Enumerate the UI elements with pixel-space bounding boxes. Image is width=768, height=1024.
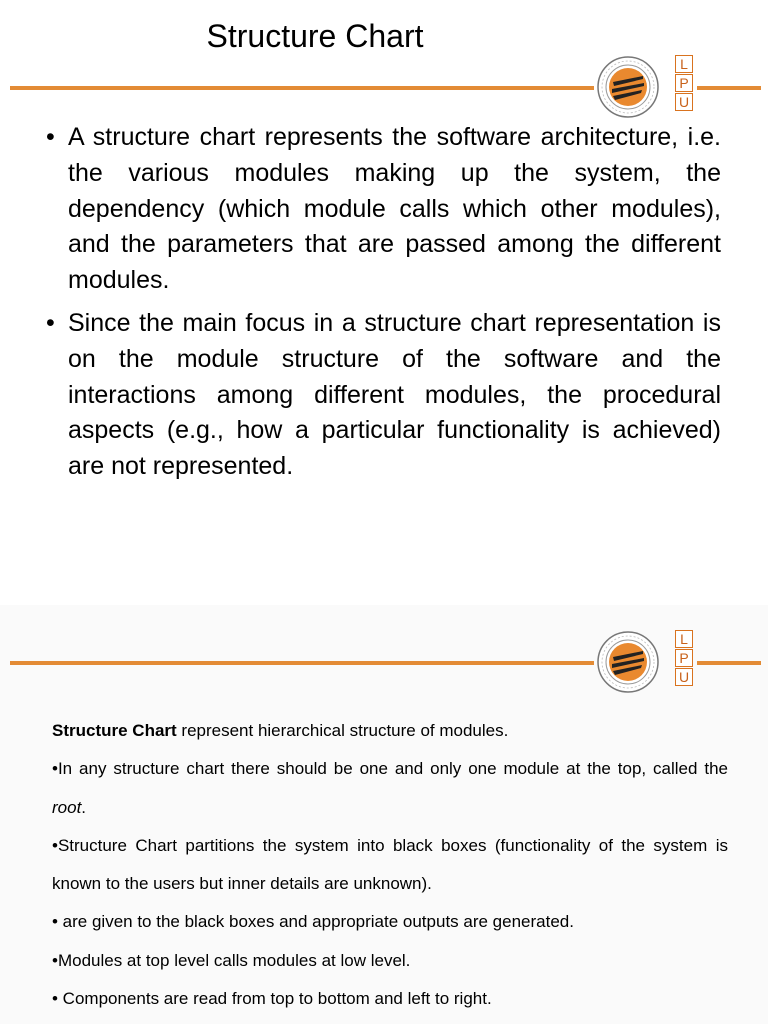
notes-line-1: Structure Chart represent hierarchical structure of modules. xyxy=(52,721,509,740)
lpu-letter-l: L xyxy=(675,55,693,73)
lpu-letter-p: P xyxy=(675,649,693,667)
notes-line-2: •In any structure chart there should be one and only one module at the top, called the root. xyxy=(52,759,728,817)
notes-line-5: •Modules at top level calls modules at low level. xyxy=(52,950,411,970)
header-rule-left xyxy=(10,661,594,665)
bullet-item: • Since the main focus in a structure chart representation is on the module structure of the software and the interactions among different modules, the procedural aspects (e.g., how a particular functionality is achieved) are not represented. xyxy=(46,306,721,485)
header-rule-right xyxy=(697,661,761,665)
header-rule-right xyxy=(697,86,761,90)
notes-root-term: root xyxy=(52,797,82,817)
notes-term: Structure Chart xyxy=(52,721,177,740)
notes-line-3: •Structure Chart partitions the system into black boxes (functionality of the system is known to the users but inner details are unknown). xyxy=(52,835,728,894)
bullet-item: • A structure chart represents the software architecture, i.e. the various modules making up the system, the dependency (which module calls which other modules), and the parameters that are passed among the different modules. xyxy=(46,120,721,299)
notes-block xyxy=(52,712,728,1018)
lpu-badge xyxy=(675,630,693,687)
lpu-letter-u: U xyxy=(675,93,693,111)
lpu-letter-l: L xyxy=(675,630,693,648)
lpu-letter-u: U xyxy=(675,668,693,686)
lpu-letter-p: P xyxy=(675,74,693,92)
header-rule-left xyxy=(10,86,594,90)
notes-line-6: • Components are read from top to bottom and left to right. xyxy=(52,989,492,1009)
university-seal-icon xyxy=(597,631,659,693)
bullet-list xyxy=(46,120,721,492)
university-seal-icon xyxy=(597,56,659,118)
notes-line-4: • are given to the black boxes and appropriate outputs are generated. xyxy=(52,912,574,932)
slide-title: Structure Chart xyxy=(206,18,424,54)
lpu-badge xyxy=(675,55,693,112)
